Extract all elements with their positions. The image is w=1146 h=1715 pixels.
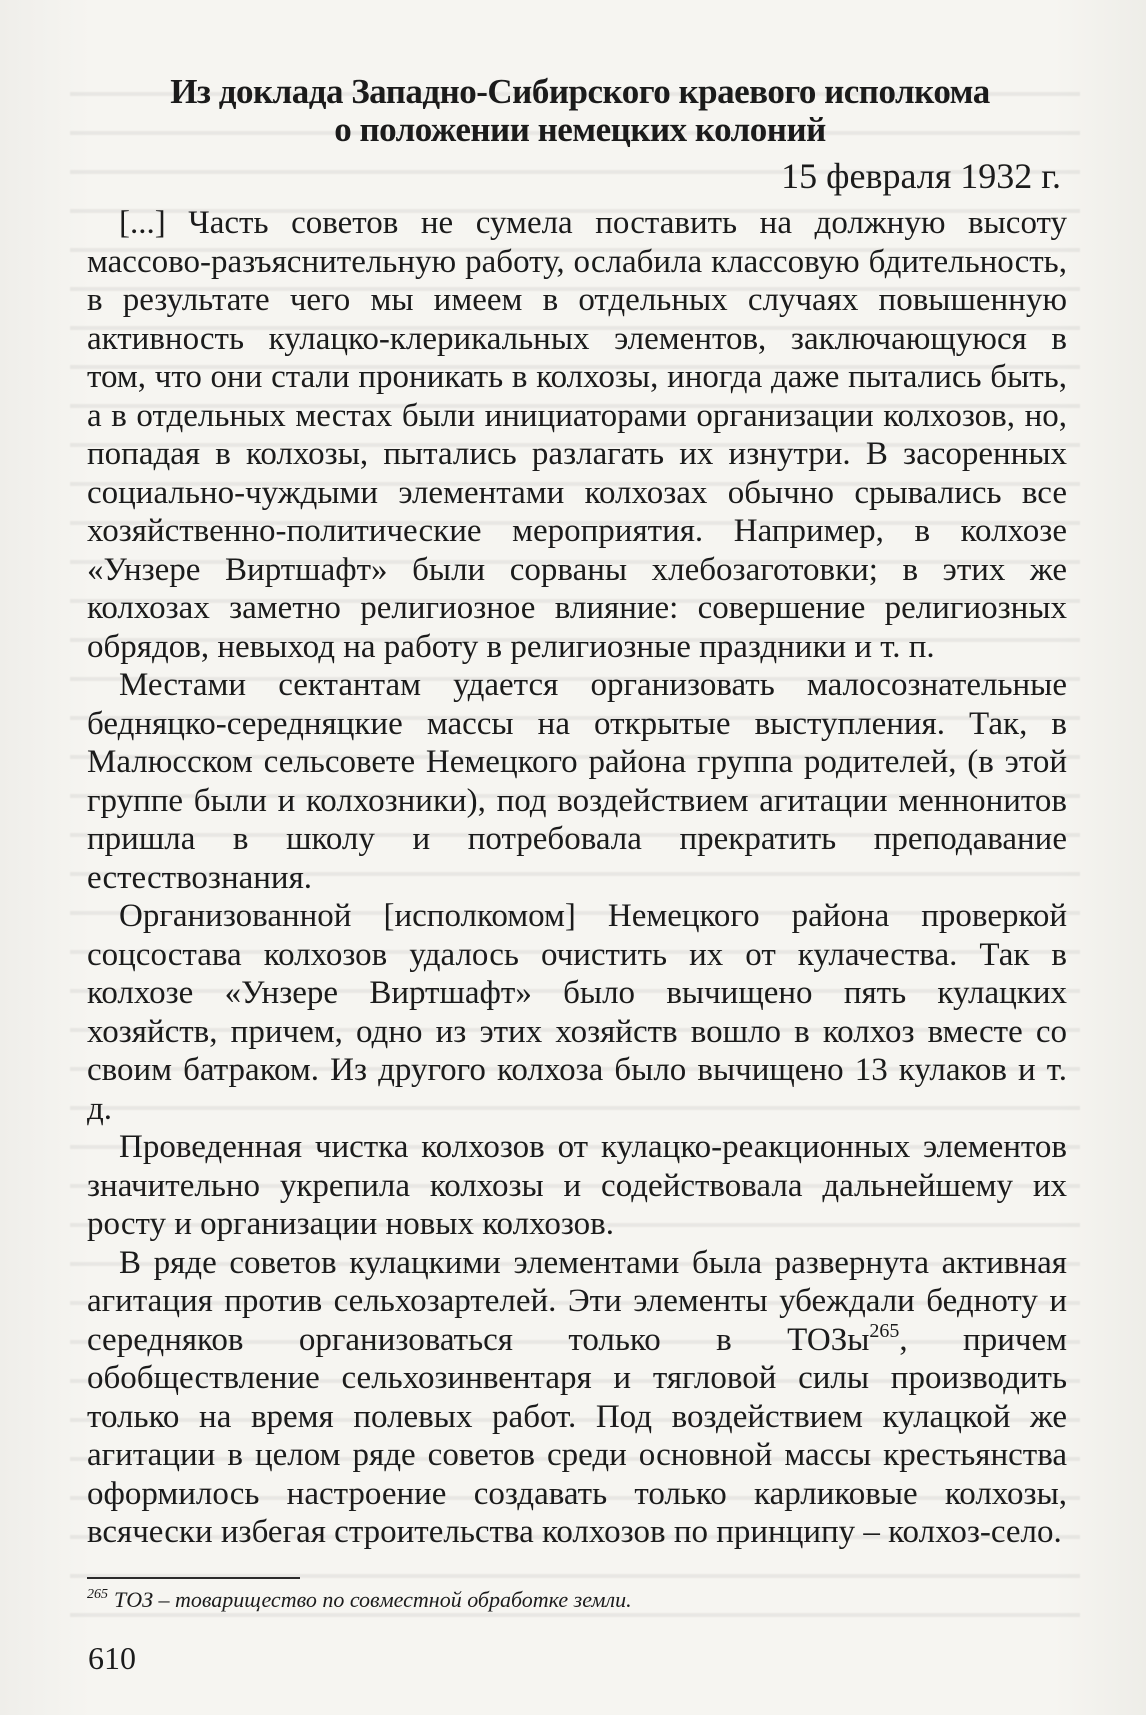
paragraph-2: Местами сектантам удается организовать малосознательные бедняцко-середняцкие массы на открытые выступления. Так, в Малюсском сельсовете Немецкого района группа родителей, (в этой группе были и колхозники), под воздействием агитации меннонитов пришла в школу и потребовала прекратить преподавание естествознания. <box>87 667 1067 896</box>
document-body <box>87 204 1067 1552</box>
footnote <box>87 1587 1067 1613</box>
footnote-text: ТОЗ – товарищество по совместной обработке земли. <box>114 1587 632 1612</box>
paragraph-1: [...] Часть советов не сумела поставить на должную высоту массово-разъяснительную работу, ослабила классовую бдительность, в результате чего мы имеем в отдельных случаях повышенную активность кулацко-клерикальных элементов, заключающуюся в том, что они стали проникать в колхозы, иногда даже пытались быть, а в отдельных местах были инициаторами организации колхозов, но, попадая в колхозы, пытались разлагать их изнутри. В засоренных социально-чуждыми элементами колхозах обычно срывались все хозяйственно-политические мероприятия. Например, в колхозе «Унзере Виртшафт» были сорваны хлебозаготовки; в этих же колхозах заметно религиозное влияние: совершение религиозных обрядов, невыход на работу в религиозные праздники и т. п. <box>87 205 1067 665</box>
paragraph-5-part-1: В ряде советов кулацкими элементами была развернута активная агитация против сельхозартелей. Эти элементы убеждали бедноту и середняков организоваться только в ТОЗы <box>87 1244 1067 1358</box>
document-date: 15 февраля 1932 г. <box>781 156 1061 196</box>
footnote-separator <box>87 1577 300 1579</box>
paragraph-5-part-2: , причем обобществление сельхозинвентаря и тягловой силы производить только на время полевых работ. Под воздействием кулацкой же агитации в целом ряде советов среди основной массы крестьянства оформилось настроение создавать только карликовые колхозы, всячески избегая строительства колхозов по принципу – колхоз-село. <box>87 1321 1067 1550</box>
paragraph-3: Организованной [исполкомом] Немецкого района проверкой соцсостава колхозов удалось очистить их от кулачества. Так в колхозе «Унзере Виртшафт» было вычищено пять кулацких хозяйств, причем, одно из этих хозяйств вошло в колхоз вместе со своим батраком. Из другого колхоза было вычищено 13 кулаков и т. д. <box>87 898 1067 1127</box>
footnote-number: 265 <box>87 1586 108 1602</box>
page-number: 610 <box>88 1640 136 1676</box>
paragraph-4: Проведенная чистка колхозов от кулацко-реакционных элементов значительно укрепила колхозы и содействовала дальнейшему их росту и организации новых колхозов. <box>87 1129 1067 1242</box>
document-title-line-1: Из доклада Западно-Сибирского краевого исполкома <box>170 72 990 111</box>
paragraph-5 <box>87 1244 1067 1552</box>
document-title-line-2: о положении немецких колоний <box>334 110 826 149</box>
footnote-reference: 265 <box>869 1319 900 1342</box>
